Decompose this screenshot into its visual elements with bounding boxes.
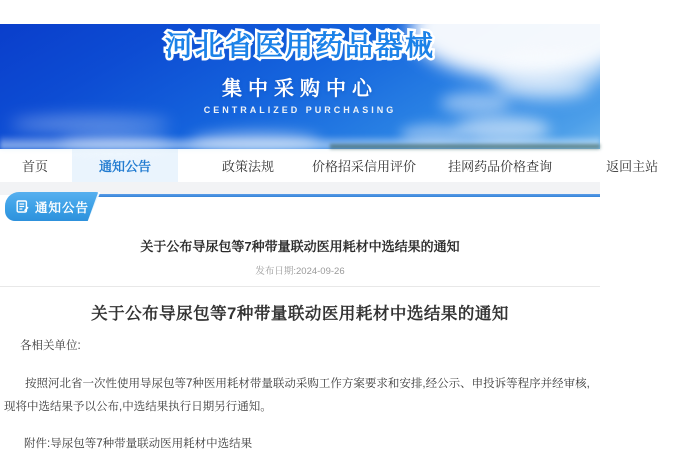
document-icon <box>16 200 29 213</box>
nav-item-notices[interactable]: 通知公告 <box>72 149 178 182</box>
nav-item-policies[interactable]: 政策法规 <box>222 159 275 174</box>
site-subtitle: 集中采购中心 <box>222 78 378 100</box>
banner-treeline <box>330 144 600 149</box>
article-attachment-link[interactable]: 附件:导尿包等7种带量联动医用耗材中选结果 <box>24 438 253 450</box>
article <box>0 236 600 451</box>
nav-item-return-main-site[interactable]: 返回主站 <box>606 159 659 174</box>
site-banner <box>0 24 600 149</box>
main-nav <box>0 149 659 182</box>
nav-item-home[interactable]: 首页 <box>22 159 49 174</box>
section-tab-label: 通知公告 <box>35 200 90 215</box>
cloud <box>10 116 170 132</box>
article-paragraph: 按照河北省一次性使用导尿包等7种医用耗材带量联动采购工作方案要求和安排,经公示、申投诉等程序并经审核,现将中选结果予以公布,中选结果执行日期另行通知。 <box>4 378 590 413</box>
article-salutation: 各相关单位: <box>20 340 81 352</box>
article-body <box>0 337 600 451</box>
section-tab-notices[interactable] <box>5 192 100 221</box>
site-tagline-en: CENTRALIZED PURCHASING <box>203 105 397 115</box>
article-publish-date: 发布日期:2024-09-26 <box>255 266 345 277</box>
article-title: 关于公布导尿包等7种带量联动医用耗材中选结果的通知 <box>140 239 460 254</box>
nav-item-drug-price-query[interactable]: 挂网药品价格查询 <box>448 159 553 174</box>
section-head <box>0 182 600 225</box>
nav-item-price-credit-eval[interactable]: 价格招采信用评价 <box>312 159 417 174</box>
article-divider <box>0 286 600 287</box>
site-title: 河北省医用药品器械 河北省医用药品器械 <box>0 24 600 64</box>
section-tab-line <box>97 194 600 197</box>
article-heading: 关于公布导尿包等7种带量联动医用耗材中选结果的通知 <box>91 305 509 323</box>
